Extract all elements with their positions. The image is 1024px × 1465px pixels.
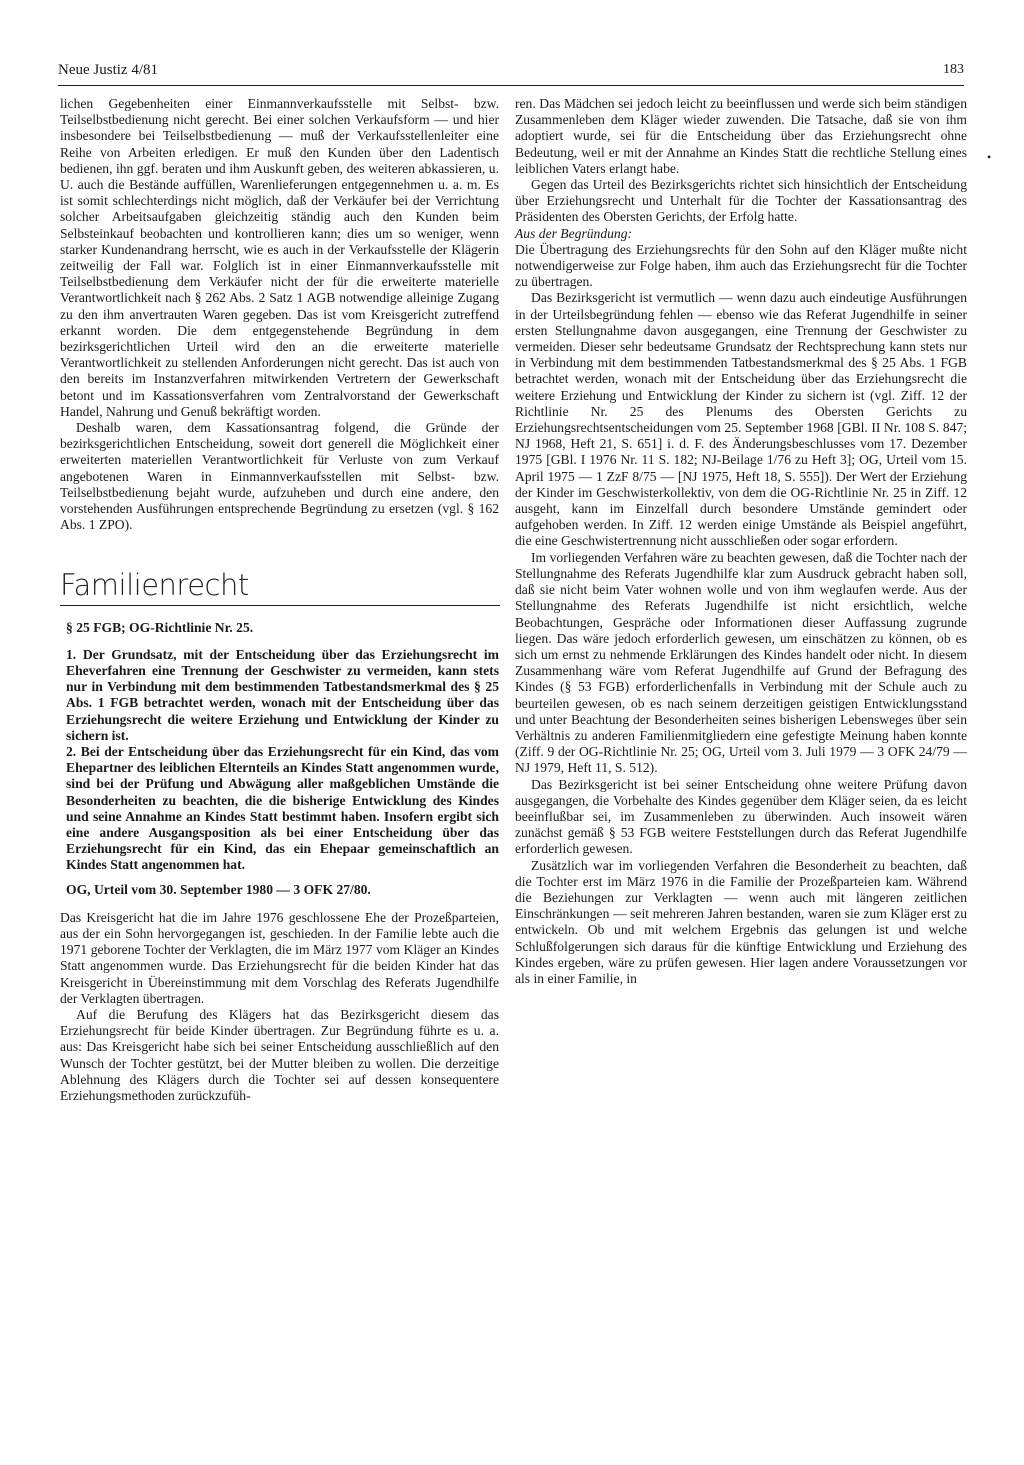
norm-reference: § 25 FGB; OG-Richtlinie Nr. 25. — [66, 620, 254, 636]
section-heading — [60, 567, 499, 606]
body-paragraph: Im vorliegenden Verfahren wäre zu beachten gewesen, daß die Tochter nach der Stellungnahme des Referats Jugendhilfe klar zum Ausdruck gebracht haben soll, daß sie nicht beim Vater wohnen wolle und von ihm weglaufen werde. Aus der Stellungnahme des Referats Jugendhilfe ist nicht ersichtlich, welche Beobachtungen, Gespräche oder Informationen dieser Auffassung zugrunde liegen. Das wäre jedoch erforderlich gewesen, um einschätzen zu können, ob es sich um ernst zu nehmende Erklärungen des Kindes handelt oder nicht. In diesem Zusammenhang wäre vom Referat Jugendhilfe auf Grund der Befragung des Kindes (§ 53 FGB) erforderlichenfalls in Verbindung mit der Schule auch zu beurteilen gewesen, ob es nach seinem derzeitigen geistigen Entwicklungsstand und unter Beachtung der Besonderheiten seines bisherigen Lebensweges über sein Verhältnis zu anderen Familienmitgliedern eine gefestigte Meinung haben konnte (Ziff. 9 der OG-Richtlinie Nr. 25; OG, Urteil vom 3. Juli 1979 — 3 OFK 24/79 — NJ 1979, Heft 11, S. 512). — [515, 549, 967, 776]
body-paragraph: ren. Das Mädchen sei jedoch leicht zu beeinflussen und werde sich beim ständigen Zusammenleben dem Kläger wieder zuwenden. Die Tatsache, daß sie von ihm adoptiert wurde, sei für die Entscheidung über das Erziehungsrecht ohne Bedeutung, weil er mit der Annahme an Kindes Statt die rechtliche Stellung eines leiblichen Vaters erlangt habe. — [515, 96, 967, 176]
decision-citation: OG, Urteil vom 30. September 1980 — 3 OFK 27/80. — [66, 881, 371, 897]
margin-dot: • — [987, 150, 992, 164]
journal-issue: Neue Justiz 4/81 — [58, 62, 158, 78]
body-paragraph: Auf die Berufung des Klägers hat das Bezirksgericht diesem das Erziehungsrecht für beide Kinder übertragen. Zur Begründung führte es u. a. aus: Das Kreisgericht habe sich bei seiner Entscheidung ausschließlich auf den Wunsch der Tochter gestützt, bei der Mutter bleiben zu wollen. Die derzeitige Ablehnung des Klägers durch die Tochter sei auf dessen konsequentere Erziehungsmethoden zurückzufüh- — [60, 1006, 499, 1103]
right-column — [515, 96, 967, 987]
headnote: 2. Bei der Entscheidung über das Erziehungsrecht für ein Kind, das vom Ehepartner des leiblichen Elternteils an Kindes Statt angenommen wurde, sind bei der Prüfung und Abwägung aller maßgeblichen Umstände die Besonderheiten zu beachten, die die bisherige Entwicklung des Kindes und seine Annahme an Kindes Statt bestimmt haben. Insofern ergibt sich eine andere Ausgangsposition als bei einer Entscheidung über das Erziehungsrecht für ein Kind, das ein Ehepaar gemeinschaftlich an Kindes Statt angenommen hat. — [66, 743, 499, 873]
body-paragraph: Das Bezirksgericht ist bei seiner Entscheidung ohne weitere Prüfung davon ausgegangen, die Vorbehalte des Kindes gegenüber dem Kläger seien, da es leicht beeinflußbar sei, im Zusammenleben zu überwinden. Auch insoweit wären zunächst gemäß § 53 FGB weitere Feststellungen durch das Referat Jugendhilfe erforderlich gewesen. — [515, 776, 967, 857]
headnote: 1. Der Grundsatz, mit der Entscheidung über das Erziehungsrecht im Eheverfahren eine Trennung der Geschwister zu vermeiden, kann stets nur in Verbindung mit dem bestimmenden Tatbestandsmerkmal des § 25 Abs. 1 FGB betrachtet werden, wonach mit der Entscheidung über das Erziehungsrecht die weitere Erziehung und Entwicklung der Kinder zu sichern ist. — [66, 646, 499, 743]
body-paragraph: Gegen das Urteil des Bezirksgerichts richtet sich hinsichtlich der Entscheidung über Erziehungsrecht und Unterhalt für die Tochter der Kassationsantrag des Präsidenten des Obersten Gerichts, der Erfolg hatte. — [515, 177, 967, 225]
body-paragraph: lichen Gegebenheiten einer Einmannverkaufsstelle mit Selbst- bzw. Teilselbstbedienung nicht gerecht. Bei einer solchen Verkaufsform — und hier insbesondere bei Teilselbstbedienung — muß der Verkaufsstellenleiter eine Reihe von Arbeiten erledigen. Er muß den Kunden über den Ladentisch bedienen, ihn ggf. beraten und ihm Auskunft geben, des weiteren abkassieren, u. U. auch die Bestände auffüllen, Warenlieferungen entgegennehmen u. a. m. Es ist somit schlechterdings nicht möglich, daß der Verkäufer bei der Verrichtung solcher Arbeitsaufgaben gleichzeitig ständig auch den Kunden beim Selbsteinkauf beobachten und kontrollieren kann; dies um so weniger, wenn starker Kundenandrang herrscht, wie es auch in der Verkaufsstelle der Klägerin zeitweilig der Fall war. Folglich ist in einer Einmannverkaufsstelle mit Teilselbstbedienung dem Verkäufer nicht der für die erweiterte materielle Verantwortlichkeit nach § 262 Abs. 2 Satz 1 AGB notwendige alleinige Zugang zu den ihm anvertrauten Waren gegeben. Das ist vom Kreisgericht zutreffend erkannt worden. Die dem entgegenstehende Begründung in dem bezirksgerichtlichen Urteil wird den an die erweiterte materielle Verantwortlichkeit zu stellenden Anforderungen nicht gerecht. Das ist auch von den bereits im Instanzverfahren mitwirkenden Vertretern der Gewerkschaft betont und im Kassationsverfahren vom Zentralvorstand der Gewerkschaft Handel, Nahrung und Genuß bekräftigt worden. — [60, 96, 499, 419]
body-paragraph: Das Bezirksgericht ist vermutlich — wenn dazu auch eindeutige Ausführungen in der Urteilsbegründung fehlen — ebenso wie das Referat Jugendhilfe in seiner ersten Stellungnahme davon ausgegangen, eine Trennung der Geschwister zu vermeiden. Dieser sehr bedeutsame Grundsatz der Rechtsprechung kann stets nur in Verbindung mit dem bestimmenden Tatbestandsmerkmal des § 25 Abs. 1 FGB betrachtet werden, wonach mit der Entscheidung über das Erziehungsrecht die weitere Erziehung und Entwicklung der Kinder zu sichern ist (vgl. Ziff. 12 der Richtlinie Nr. 25 des Plenums des Obersten Gerichts zu Erziehungsrechtsentscheidungen vom 25. September 1968 [GBl. II Nr. 108 S. 847; NJ 1968, Heft 21, S. 651] i. d. F. des Änderungsbeschlusses vom 17. Dezember 1975 [GBl. I 1976 Nr. 11 S. 182; NJ-Beilage 1/76 zu Heft 3]; OG, Urteil vom 15. April 1975 — 1 ZzF 8/75 — [NJ 1975, Heft 18, S. 555]). Der Wert der Erziehung der Kinder im Geschwisterkollektiv, von dem die OG-Richtlinie Nr. 25 in Ziff. 12 ausgeht, kann im Einzelfall durch besondere Umstände gemindert oder aufgehoben werden. In Ziff. 12 werden einige Umstände als Beispiel angeführt, die eine Geschwistertrennung nicht ausschließen oder sogar erfordern. — [515, 290, 967, 549]
page-header — [58, 58, 964, 86]
left-column — [60, 96, 499, 1104]
header-rule — [58, 85, 964, 86]
body-paragraph: Zusätzlich war im vorliegenden Verfahren die Besonderheit zu beachten, daß die Tochter erst im März 1976 in die Familie der Prozeßparteien kam. Während die Beziehungen zur Verklagten — wenn auch mit längeren zeitlichen Einschränkungen — seit mehreren Jahren bestanden, waren sie zum Kläger erst zu entwickeln. Ob und mit welchem Ergebnis das gelungen ist und welche Schlußfolgerungen sich daraus für die künftige Entwicklung und Erziehung des Kindes ergeben, wäre zu prüfen gewesen. Hier lagen andere Voraussetzungen vor als in einer Familie, in — [515, 857, 967, 986]
page-number: 183 — [943, 62, 964, 77]
body-paragraph: Das Kreisgericht hat die im Jahre 1976 geschlossene Ehe der Prozeßparteien, aus der ein Sohn hervorgegangen ist, geschieden. In der Familie lebte auch die 1971 geborene Tochter der Verklagten, die im März 1977 vom Kläger an Kindes Statt angenommen wurde. Das Erziehungsrecht für die beiden Kinder hat das Kreisgericht in Übereinstimmung mit dem Vorschlag des Referats Jugendhilfe der Verklagten übertragen. — [60, 909, 499, 1006]
body-paragraph: Die Übertragung des Erziehungsrechts für den Sohn auf den Kläger mußte nicht notwendigerweise zur Folge haben, ihm auch das Erziehungsrecht für die Tochter zu übertragen. — [515, 241, 967, 290]
section-rule — [60, 605, 500, 606]
reasons-heading: Aus der Begründung: — [515, 225, 633, 241]
section-title: Familienrecht — [60, 568, 249, 603]
body-paragraph: Deshalb waren, dem Kassationsantrag folgend, die Gründe der bezirksgerichtlichen Entscheidung, soweit dort generell die Möglichkeit einer erweiterten materiellen Verantwortlichkeit für Verluste von zum Verkauf angebotenen Waren in Einmannverkaufsstellen mit Selbst- bzw. Teilselbstbedienung bejaht wurde, aufzuheben und durch eine andere, den vorstehenden Ausführungen entsprechende Begründung zu ersetzen (vgl. § 162 Abs. 1 ZPO). — [60, 420, 499, 533]
headnote-block — [66, 620, 499, 897]
